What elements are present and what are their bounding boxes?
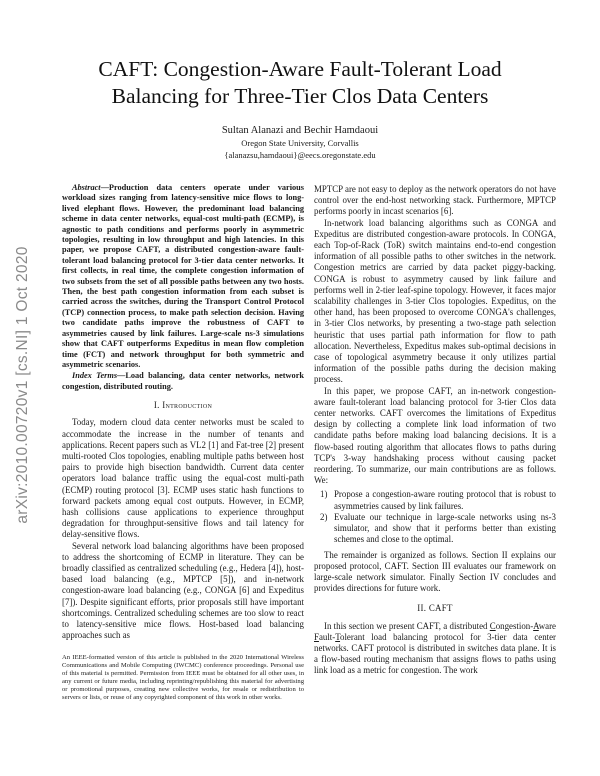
- caft-description-text: load balancing protocol for 3-tier data center networks. CAFT protocol is distributed in switches data plane. It is a flow-based routing mechanism that assigns flows to paths using link load as a metric for congestion. The work: [314, 631, 556, 676]
- abstract-label: Abstract: [72, 183, 101, 192]
- acronym-word-part: ault-: [318, 631, 336, 642]
- title-line-2: Balancing for Three-Tier Clos Data Centers: [111, 84, 489, 108]
- authors: Sultan Alanazi and Bechir Hamdaoui: [221, 125, 379, 136]
- caft-intro-text: In this section we present CAFT, a distributed: [324, 620, 490, 631]
- acronym-letter-t: T: [335, 631, 341, 642]
- right-paragraph-2: In-network load balancing algorithms such as CONGA and Expeditus are distributed congestion-aware protocols. In CONGA, each Top-of-Rack (ToR) switch maintains end-to-end congestion information of all possible paths to other switches in the network. Congestion metrics are carried by data packet piggy-backing. CONGA is robust to asymmetry caused by link failure and performs well in 2-tier leaf-spine topology. However, it faces major scalability challenges in 3-tier Clos topologies. Expeditus, on the other hand, has been proposed to overcome CONGA's challenges, in 3-tier Clos networks, by presenting a two-stage path selection heuristic that uses partial path information for flow to path allocation. Nevertheless, Expeditus makes sub-optimal decisions in case of topological asymmetry because it only utilizes partial information of the possible paths during the decision making process.: [314, 217, 556, 385]
- email: {alanazsu,hamdaoui}@eecs.oregonstate.edu: [224, 150, 376, 160]
- arxiv-stamp: [10, 190, 36, 580]
- left-column: [62, 183, 304, 641]
- right-paragraph-4: The remainder is organized as follows. Section II explains our proposed protocol, CAFT. Section III evaluates our framework on large-scale network simulator. Finally Section IV concludes and provides directions for future work.: [314, 549, 556, 594]
- list-item-text: Evaluate our technique in large-scale networks using ns-3 simulator, and show that it performs better than existing schemes and close to the optimal.: [334, 511, 556, 545]
- list-item: [314, 489, 556, 511]
- section-1-heading: I. Introduction: [153, 400, 213, 411]
- right-paragraph-1: MPTCP are not easy to deploy as the network operators do not have control over the end-host networking stack. Furthermore, MPTCP performs poorly in incast scenarios [6].: [314, 184, 556, 217]
- right-paragraph-5: [314, 621, 556, 677]
- acronym-letter-a: A: [533, 620, 539, 631]
- right-paragraph-3: In this paper, we propose CAFT, an in-network congestion-aware fault-tolerant load balancing protocol for 3-tier Clos data center networks. CAFT overcomes the limitations of Expeditus design by collecting a complete link load information of two candidate paths before making load balancing decisions. It is a flow-based routing algorithm that allocates flows to paths during TCP's 3-way handshaking process without causing packet reordering. To summarize, our main contributions are as follows. We:: [314, 385, 556, 486]
- list-item-number: 1): [320, 489, 328, 500]
- section-2-heading: II. CAFT: [417, 603, 453, 614]
- index-terms-text: —Load balancing, data center networks, network congestion, distributed routing.: [62, 371, 304, 391]
- acronym-word-part: ware: [538, 620, 556, 631]
- index-terms-label: Index Terms: [72, 371, 118, 381]
- affiliation: Oregon State University, Corvallis: [241, 138, 359, 148]
- index-terms: [62, 371, 304, 392]
- list-item-number: 2): [320, 511, 328, 522]
- abstract: [62, 183, 304, 370]
- intro-paragraph-2: Several network load balancing algorithms have been proposed to address the shortcoming of ECMP in literature. They can be broadly classified as centralized scheduling (e.g., Hedera [4]), host-based load balancing (e.g., MPTCP [5]), and in-network congestion-aware load balancing (e.g., CONGA [6] and Expeditus [7]). Despite significant efforts, prior proposals still have important shortcomings. Centralized scheduling schemes are too slow to react to latency-sensitive mice flows. Host-based load balancing approaches such as: [62, 540, 304, 641]
- acronym-letter-f: F: [314, 631, 319, 642]
- title-line-1: CAFT: Congestion-Aware Fault-Tolerant Load: [98, 57, 502, 81]
- abstract-text: —Production data centers operate under various workload sizes ranging from latency-sensitive mice flows to long-lived elephant flows. However, the predominant load balancing scheme in data center networks, equal-cost multi-path (ECMP), is agnostic to path conditions and performs poorly in asymmetric topologies, resulting in low throughput and high latencies. In this paper, we propose CAFT, a distributed congestion-aware fault-tolerant load balancing protocol for 3-tier data center networks. It first collects, in real time, the complete congestion information of two subsets from the set of all possible paths between any two hosts. Then, the best path congestion information from each subset is carried across the switches, during the Transport Control Protocol (TCP) connection process, to make path selection decision. Having two candidate paths improve the robustness of CAFT to asymmetries caused by link failures. Large-scale ns-3 simulations show that CAFT outperforms Expeditus in mean flow completion time (FCT) and network throughput for both symmetric and asymmetric scenarios.: [62, 183, 304, 369]
- right-column: [314, 184, 556, 677]
- list-item-text: Propose a congestion-aware routing protocol that is robust to asymmetries caused by link failures.: [334, 489, 556, 511]
- acronym-letter-c: C: [489, 620, 496, 631]
- intro-paragraph-1: Today, modern cloud data center networks must be scaled to accommodate the increase in the number of tenants and applications. Recent papers such as VL2 [1] and Fat-tree [2] present multi-rooted Clos topologies, enabling multiple paths between host pairs to provide high bisection bandwidth. Current data center operators load balance traffic using the equal-cost multi-path (ECMP) routing protocol [3]. ECMP uses static hash functions to forward packets among equal cost outputs. However, in ECMP, hash collisions cause applications to experience throughput degradation for throughput-sensitive flows and tail latency for delay-sensitive flows.: [62, 417, 304, 540]
- acronym-word-part: ongestion-: [495, 620, 534, 631]
- acronym-word-part: olerant: [340, 631, 365, 642]
- list-item: [314, 512, 556, 546]
- paper-title: [60, 56, 540, 110]
- contribution-list: [314, 489, 556, 545]
- arxiv-stamp-text: arXiv:2010.00720v1 [cs.NI] 1 Oct 2020: [14, 246, 31, 524]
- copyright-footnote: An IEEE-formatted version of this article is published in the 2020 International Wireless Communications and Mobile Computing (IWCMC) conference proceedings. Personal use of this material is permitted. Permission from IEEE must be obtained for all other uses, in any current or future media, including reprinting/republishing this material for advertising or promotional purposes, creating new collective works, for resale or redistribution to servers or lists, or reuse of any copyrighted component of this work in other works.: [62, 654, 304, 702]
